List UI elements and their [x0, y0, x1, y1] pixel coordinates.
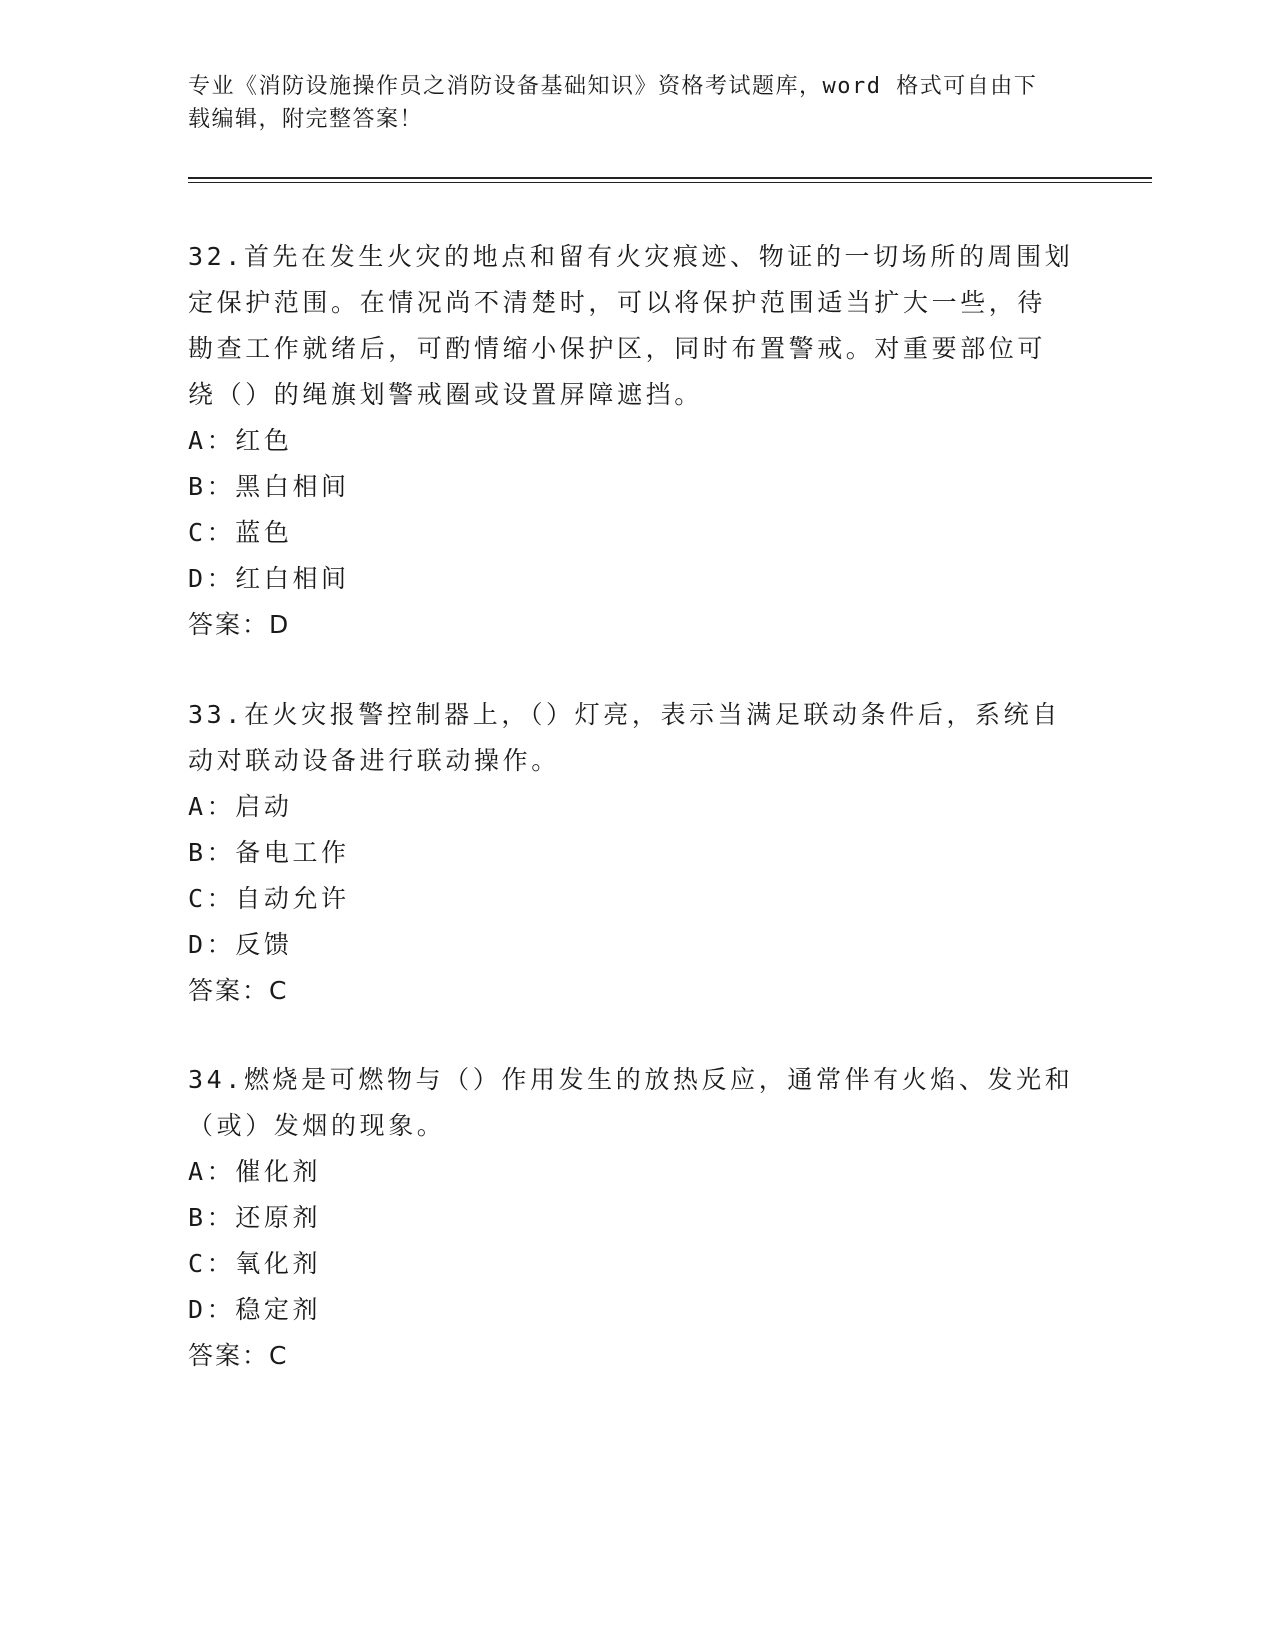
answer-label: 答案：: [188, 1341, 270, 1370]
option-b: B：还原剂: [188, 1203, 322, 1232]
header-line-1: 专业《消防设施操作员之消防设备基础知识》资格考试题库，word 格式可自由下: [188, 74, 1038, 99]
answer-line: [188, 1333, 1078, 1379]
option-a: A：启动: [188, 792, 293, 821]
option-a: A：催化剂: [188, 1157, 322, 1186]
answer-label: 答案：: [188, 610, 270, 639]
option-d: D：红白相间: [188, 564, 350, 593]
question-stem-line: 绕（）的绳旗划警戒圈或设置屏障遮挡。: [188, 380, 703, 409]
header-divider-thin: [188, 182, 1152, 183]
answer-value: C: [269, 976, 289, 1005]
question-stem-line: （或）发烟的现象。: [188, 1111, 446, 1140]
answer-line: [188, 968, 1078, 1014]
question-32: [188, 234, 1078, 648]
question-stem-line: 动对联动设备进行联动操作。: [188, 746, 560, 775]
option-d: D：稳定剂: [188, 1295, 322, 1324]
option-c: C：自动允许: [188, 884, 350, 913]
header-divider-thick: [188, 177, 1152, 179]
option-a: A：红色: [188, 426, 293, 455]
option-c: C：蓝色: [188, 518, 293, 547]
question-34: [188, 1057, 1078, 1379]
question-stem-line: 32.首先在发生火灾的地点和留有火灾痕迹、物证的一切场所的周围划: [188, 242, 1074, 271]
header-line-2: 载编辑，附完整答案！: [188, 107, 424, 132]
question-33: [188, 692, 1078, 1014]
question-stem-line: 勘查工作就绪后，可酌情缩小保护区，同时布置警戒。对重要部位可: [188, 334, 1047, 363]
option-b: B：备电工作: [188, 838, 350, 867]
question-stem-line: 33.在火灾报警控制器上，（）灯亮，表示当满足联动条件后，系统自: [188, 700, 1061, 729]
option-b: B：黑白相间: [188, 472, 350, 501]
question-stem-line: 34.燃烧是可燃物与（）作用发生的放热反应，通常伴有火焰、发光和: [188, 1065, 1074, 1094]
option-c: C：氧化剂: [188, 1249, 322, 1278]
answer-label: 答案：: [188, 976, 270, 1005]
answer-line: [188, 602, 1078, 648]
answer-value: C: [269, 1341, 289, 1370]
document-header: [188, 70, 1088, 136]
question-stem-line: 定保护范围。在情况尚不清楚时，可以将保护范围适当扩大一些，待: [188, 288, 1047, 317]
answer-value: D: [269, 610, 291, 639]
option-d: D：反馈: [188, 930, 293, 959]
